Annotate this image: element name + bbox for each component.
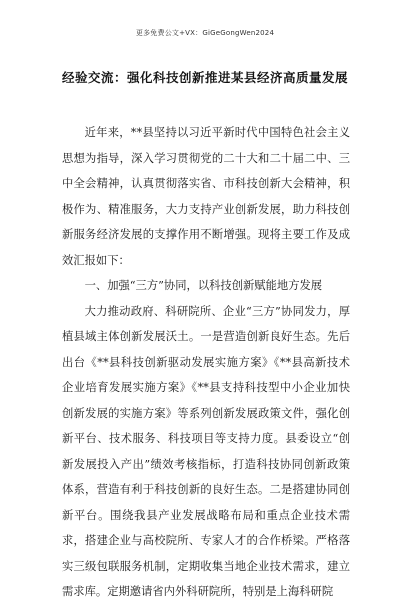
paragraph-intro: 近年来，**县坚持以习近平新时代中国特色社会主义思想为指导，深入学习贯彻党的二十大和二十届二中、三中全会精神，认真贯彻落实省、市科技创新大会精神，积极作为、精准服务，大力支持产业创新发展，助力科技创新服务经济发展的支撑作用不断增强。现将主要工作及成效汇报如下： [62,126,350,267]
header-note: 更多免费公文+VX：GiGeGongWen2024 [135,29,275,37]
document-body [62,120,350,605]
document-title: 经验交流：强化科技创新推进某县经济高质量发展 [61,70,348,85]
section-heading-1: 一、加强“三方”协同，以科技创新赋能地方发展 [84,279,323,292]
paragraph-section-1: 大力推动政府、科研院所、企业“三方”协同发力，厚植县域主体创新发展沃土。一是营造创新良好生态。先后出台《**县科技创新驱动发展实施方案》《**县高新技术企业培育发展实施方案》《**县支持科技型中小企业加快创新发展的实施方案》等系列创新发展政策文件，强化创新平台、技术服务、科技项目等支持力度。县委设立“创新发展投入产出”绩效考核指标，打造科技协同创新政策体系，营造有利于科技创新的良好生态。二是搭建协同创新平台。围绕我县产业发展战略布局和重点企业技术需求，搭建企业与高校院所、专家人才的合作桥梁。严格落实三级包联服务机制，定期收集当地企业技术需求，建立需求库。定期邀请省内外科研院所，特别是上海科研院 [62,304,350,598]
